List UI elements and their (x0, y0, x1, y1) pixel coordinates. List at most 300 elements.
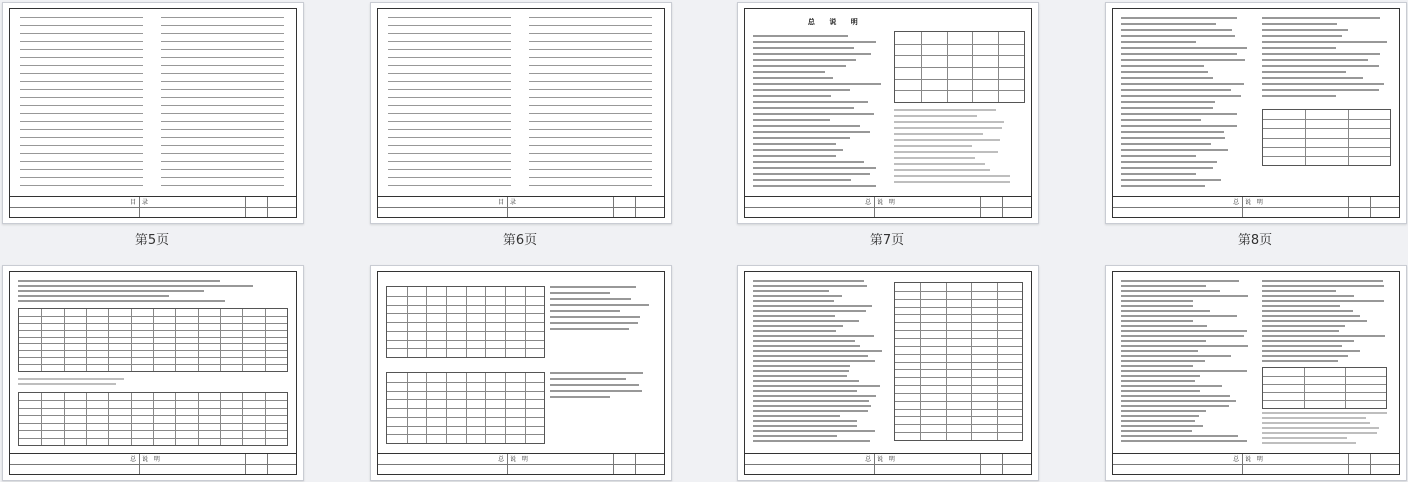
text-line (753, 89, 850, 91)
table-col-line (41, 393, 42, 445)
text-line (753, 395, 876, 397)
text-line (1262, 285, 1384, 287)
title-block-cell (1370, 197, 1371, 217)
text-line (753, 47, 854, 49)
drawing-sheet (1112, 271, 1400, 475)
toc-entry (388, 97, 511, 98)
data-table (18, 308, 288, 372)
text-line (1121, 125, 1237, 127)
text-line (1262, 432, 1377, 434)
table-row-line (895, 67, 1024, 68)
text-line (1262, 35, 1342, 37)
text-line (1121, 320, 1193, 322)
text-line (753, 370, 849, 372)
title-block-cell (507, 197, 508, 217)
toc-entry (388, 105, 511, 106)
notes-table (894, 31, 1025, 103)
toc-entry (161, 169, 284, 170)
text-line (1121, 71, 1208, 73)
text-line (753, 405, 871, 407)
table-row-line (895, 291, 1022, 292)
text-line (753, 390, 857, 392)
title-block-title: 总 说 明 (865, 456, 897, 463)
toc-entry (388, 177, 511, 178)
toc-entry (161, 145, 284, 146)
text-line (1262, 427, 1379, 429)
title-block-cell (507, 454, 508, 474)
table-row-line (895, 44, 1024, 45)
table-row-line (895, 299, 1022, 300)
text-line (1121, 23, 1216, 25)
text-line (753, 125, 860, 127)
toc-entry (20, 65, 143, 66)
title-block-cell (635, 197, 636, 217)
table-col-line (505, 373, 506, 443)
toc-entry (161, 17, 284, 18)
page-label[interactable]: 第5页 (134, 233, 170, 248)
text-line (753, 95, 831, 97)
text-line (18, 378, 124, 380)
drawing-sheet (377, 271, 665, 475)
text-line (1121, 330, 1247, 332)
text-line (753, 315, 835, 317)
toc-entry (20, 81, 143, 82)
title-block-row (378, 197, 664, 208)
table-col-line (505, 287, 506, 357)
table-col-line (64, 393, 65, 445)
table-col-line (1345, 368, 1346, 408)
table-col-line (153, 393, 154, 445)
text-line (1121, 350, 1198, 352)
text-line (894, 127, 1002, 129)
table-col-line (220, 393, 221, 445)
table-row-line (895, 314, 1022, 315)
toc-entry (161, 161, 284, 162)
table-row-line (1263, 376, 1386, 377)
text-line (1262, 345, 1342, 347)
toc-entry (20, 57, 143, 58)
table-row-line (895, 90, 1024, 91)
table-row-line (1263, 400, 1386, 401)
table-col-line (175, 309, 176, 371)
table-col-line (108, 309, 109, 371)
title-block-cell (1242, 454, 1243, 474)
text-line (1262, 290, 1336, 292)
title-block (745, 196, 1031, 217)
table-col-line (242, 393, 243, 445)
title-block-cell (1002, 197, 1003, 217)
text-line (1121, 400, 1236, 402)
text-line (1262, 17, 1380, 19)
text-line (753, 345, 860, 347)
text-line (1262, 417, 1366, 419)
toc-entry (161, 113, 284, 114)
table-col-line (466, 287, 467, 357)
table-row-line (895, 409, 1022, 410)
text-line (1121, 17, 1237, 19)
toc-entry (529, 105, 652, 106)
text-line (894, 109, 996, 111)
page-thumbnail[interactable] (1105, 2, 1407, 224)
toc-entry (388, 89, 511, 90)
text-line (18, 285, 253, 287)
text-line (1121, 310, 1210, 312)
title-block-title: 总 说 明 (1233, 199, 1265, 206)
text-line (753, 430, 875, 432)
table-col-line (485, 373, 486, 443)
text-line (753, 420, 857, 422)
toc-entry (529, 49, 652, 50)
table-col-line (525, 373, 526, 443)
page-label[interactable]: 第7页 (869, 233, 905, 248)
text-line (753, 440, 870, 442)
page-thumbnail[interactable] (737, 265, 1039, 481)
text-line (1262, 412, 1387, 414)
toc-entry (529, 81, 652, 82)
drawing-sheet (377, 8, 665, 218)
toc-entry (529, 73, 652, 74)
text-line (1262, 83, 1384, 85)
toc-entry (388, 17, 511, 18)
toc-entry (161, 57, 284, 58)
toc-entry (20, 49, 143, 50)
toc-entry (388, 137, 511, 138)
toc-entry (161, 89, 284, 90)
text-line (550, 328, 629, 330)
page-thumbnail[interactable] (370, 265, 672, 481)
text-line (1121, 173, 1196, 175)
toc-entry (20, 145, 143, 146)
table-row-line (895, 362, 1022, 363)
text-line (1121, 119, 1201, 121)
text-line (753, 365, 850, 367)
text-line (753, 360, 875, 362)
title-block-title: 目 录 (130, 199, 151, 206)
table-col-line (1348, 110, 1349, 165)
toc-entry (388, 33, 511, 34)
toc-entry (529, 137, 652, 138)
text-line (753, 185, 876, 187)
toc-entry (529, 169, 652, 170)
toc-entry (161, 129, 284, 130)
text-line (1262, 95, 1336, 97)
toc-entry (529, 25, 652, 26)
title-block-title: 总 说 明 (1233, 456, 1265, 463)
text-line (1121, 380, 1195, 382)
table-col-line (947, 32, 948, 102)
text-line (1121, 53, 1237, 55)
title-block-cell (139, 197, 140, 217)
text-line (753, 59, 856, 61)
text-line (1121, 185, 1205, 187)
text-line (894, 163, 985, 165)
table-row-line (1263, 128, 1390, 129)
page-thumbnail[interactable] (2, 2, 304, 224)
text-line (753, 155, 836, 157)
table-col-line (920, 283, 921, 440)
text-line (1121, 410, 1206, 412)
toc-entry (161, 185, 284, 186)
toc-entry (388, 185, 511, 186)
title-block-cell (139, 454, 140, 474)
toc-entry (529, 161, 652, 162)
toc-entry (20, 105, 143, 106)
text-line (753, 340, 855, 342)
toc-entry (388, 49, 511, 50)
text-line (1121, 300, 1193, 302)
text-line (1262, 77, 1363, 79)
table-col-line (972, 32, 973, 102)
text-line (753, 335, 874, 337)
text-line (1262, 437, 1347, 439)
table-col-line (131, 309, 132, 371)
table-col-line (265, 393, 266, 445)
table-col-line (997, 283, 998, 440)
table-row-line (895, 330, 1022, 331)
table-col-line (265, 309, 266, 371)
table-col-line (946, 283, 947, 440)
text-line (1121, 385, 1222, 387)
toc-entry (20, 153, 143, 154)
page-label[interactable]: 第8页 (1237, 233, 1273, 248)
page-thumbnail[interactable] (737, 2, 1039, 224)
text-line (1262, 360, 1338, 362)
toc-entry (388, 25, 511, 26)
text-line (894, 133, 983, 135)
toc-entry (161, 153, 284, 154)
text-line (1121, 83, 1244, 85)
text-line (753, 330, 836, 332)
text-line (753, 385, 880, 387)
text-line (1121, 89, 1231, 91)
table-col-line (1304, 368, 1305, 408)
table-row-line (1263, 147, 1390, 148)
page-thumbnail[interactable] (1105, 265, 1407, 481)
text-line (550, 384, 640, 386)
table-col-line (1305, 110, 1306, 165)
text-line (1121, 370, 1247, 372)
text-line (1121, 143, 1211, 145)
title-block-cell (1370, 454, 1371, 474)
text-line (753, 400, 869, 402)
toc-entry (161, 33, 284, 34)
text-line (18, 300, 225, 302)
text-line (753, 425, 857, 427)
text-line (753, 355, 868, 357)
data-table (894, 282, 1023, 441)
text-line (753, 295, 842, 297)
text-line (1121, 430, 1192, 432)
page-thumbnail[interactable] (370, 2, 672, 224)
title-block (1113, 453, 1399, 474)
toc-entry (529, 113, 652, 114)
text-line (753, 65, 846, 67)
toc-entry (388, 161, 511, 162)
text-line (753, 167, 876, 169)
text-line (1262, 41, 1387, 43)
text-line (753, 77, 833, 79)
data-table (386, 286, 545, 358)
table-col-line (131, 393, 132, 445)
table-col-line (971, 283, 972, 440)
text-line (753, 53, 871, 55)
text-line (1121, 155, 1196, 157)
toc-entry (20, 41, 143, 42)
text-line (753, 305, 872, 307)
toc-entry (20, 161, 143, 162)
text-line (1262, 330, 1339, 332)
text-line (550, 390, 643, 392)
toc-entry (388, 153, 511, 154)
text-line (1121, 95, 1241, 97)
table-row-line (895, 385, 1022, 386)
toc-entry (161, 121, 284, 122)
table-col-line (407, 373, 408, 443)
text-line (894, 151, 998, 153)
text-line (753, 415, 840, 417)
title-block-cell (613, 454, 614, 474)
table-row-line (895, 432, 1022, 433)
toc-entry (529, 185, 652, 186)
page-label[interactable]: 第6页 (502, 233, 538, 248)
table-row-line (895, 377, 1022, 378)
data-table (386, 372, 545, 444)
page-thumbnail[interactable] (2, 265, 304, 481)
toc-entry (20, 73, 143, 74)
table-col-line (426, 373, 427, 443)
table-row-line (895, 55, 1024, 56)
toc-entry (529, 129, 652, 130)
table-col-line (485, 287, 486, 357)
table-col-line (407, 287, 408, 357)
toc-entry (388, 113, 511, 114)
title-block (1113, 196, 1399, 217)
text-line (753, 410, 868, 412)
text-line (1121, 440, 1247, 442)
text-line (894, 145, 972, 147)
table-row-line (895, 393, 1022, 394)
text-line (753, 375, 847, 377)
text-line (753, 149, 843, 151)
title-block-cell (613, 197, 614, 217)
table-col-line (64, 309, 65, 371)
toc-entry (20, 33, 143, 34)
toc-entry (529, 97, 652, 98)
data-table (18, 392, 288, 446)
text-line (1262, 325, 1345, 327)
text-line (1121, 360, 1205, 362)
text-line (1262, 310, 1353, 312)
table-row-line (895, 338, 1022, 339)
text-line (1262, 59, 1368, 61)
toc-entry (529, 17, 652, 18)
table-col-line (446, 373, 447, 443)
text-line (1121, 415, 1199, 417)
text-line (753, 435, 837, 437)
text-line (1262, 295, 1354, 297)
text-line (1121, 355, 1231, 357)
text-line (1262, 335, 1385, 337)
toc-entry (529, 177, 652, 178)
text-line (1121, 395, 1230, 397)
toc-entry (529, 41, 652, 42)
text-line (550, 396, 611, 398)
toc-entry (529, 153, 652, 154)
table-col-line (242, 309, 243, 371)
toc-entry (161, 81, 284, 82)
text-line (1262, 71, 1346, 73)
table-row-line (895, 424, 1022, 425)
drawing-sheet (9, 271, 297, 475)
text-line (1121, 65, 1204, 67)
text-line (1262, 47, 1336, 49)
text-line (1121, 425, 1203, 427)
text-line (1262, 89, 1379, 91)
table-col-line (220, 309, 221, 371)
title-block-cell (635, 454, 636, 474)
toc-entry (161, 49, 284, 50)
table-row-line (1263, 138, 1390, 139)
table-row-line (895, 79, 1024, 80)
toc-entry (20, 137, 143, 138)
text-line (1121, 325, 1207, 327)
text-line (550, 310, 621, 312)
title-block-cell (980, 197, 981, 217)
text-line (753, 137, 850, 139)
text-line (550, 316, 640, 318)
title-block (10, 196, 296, 217)
text-line (753, 300, 834, 302)
text-line (550, 372, 644, 374)
toc-entry (20, 185, 143, 186)
table-col-line (998, 32, 999, 102)
text-line (894, 169, 990, 171)
text-line (550, 322, 639, 324)
title-block-cell (1348, 454, 1349, 474)
text-line (1262, 315, 1360, 317)
table-row-line (1263, 156, 1390, 157)
table-row-line (895, 307, 1022, 308)
table-col-line (153, 309, 154, 371)
toc-entry (388, 145, 511, 146)
title-block-cell (267, 454, 268, 474)
text-line (1121, 295, 1248, 297)
text-line (1121, 107, 1213, 109)
table-col-line (175, 393, 176, 445)
text-line (1121, 365, 1193, 367)
text-line (1121, 131, 1224, 133)
drawing-sheet (1112, 8, 1400, 218)
text-line (894, 175, 1010, 177)
notes-table (1262, 109, 1391, 166)
text-line (1121, 77, 1213, 79)
notes-table (1262, 367, 1387, 409)
text-line (1121, 305, 1193, 307)
text-line (753, 131, 870, 133)
table-col-line (41, 309, 42, 371)
toc-entry (20, 25, 143, 26)
drawing-sheet (744, 8, 1032, 218)
toc-entry (161, 137, 284, 138)
title-block-title: 总 说 明 (865, 199, 897, 206)
toc-entry (20, 89, 143, 90)
text-line (1121, 285, 1206, 287)
title-block-cell (874, 454, 875, 474)
text-line (1121, 340, 1206, 342)
table-col-line (426, 287, 427, 357)
drawing-sheet (744, 271, 1032, 475)
toc-entry (388, 81, 511, 82)
